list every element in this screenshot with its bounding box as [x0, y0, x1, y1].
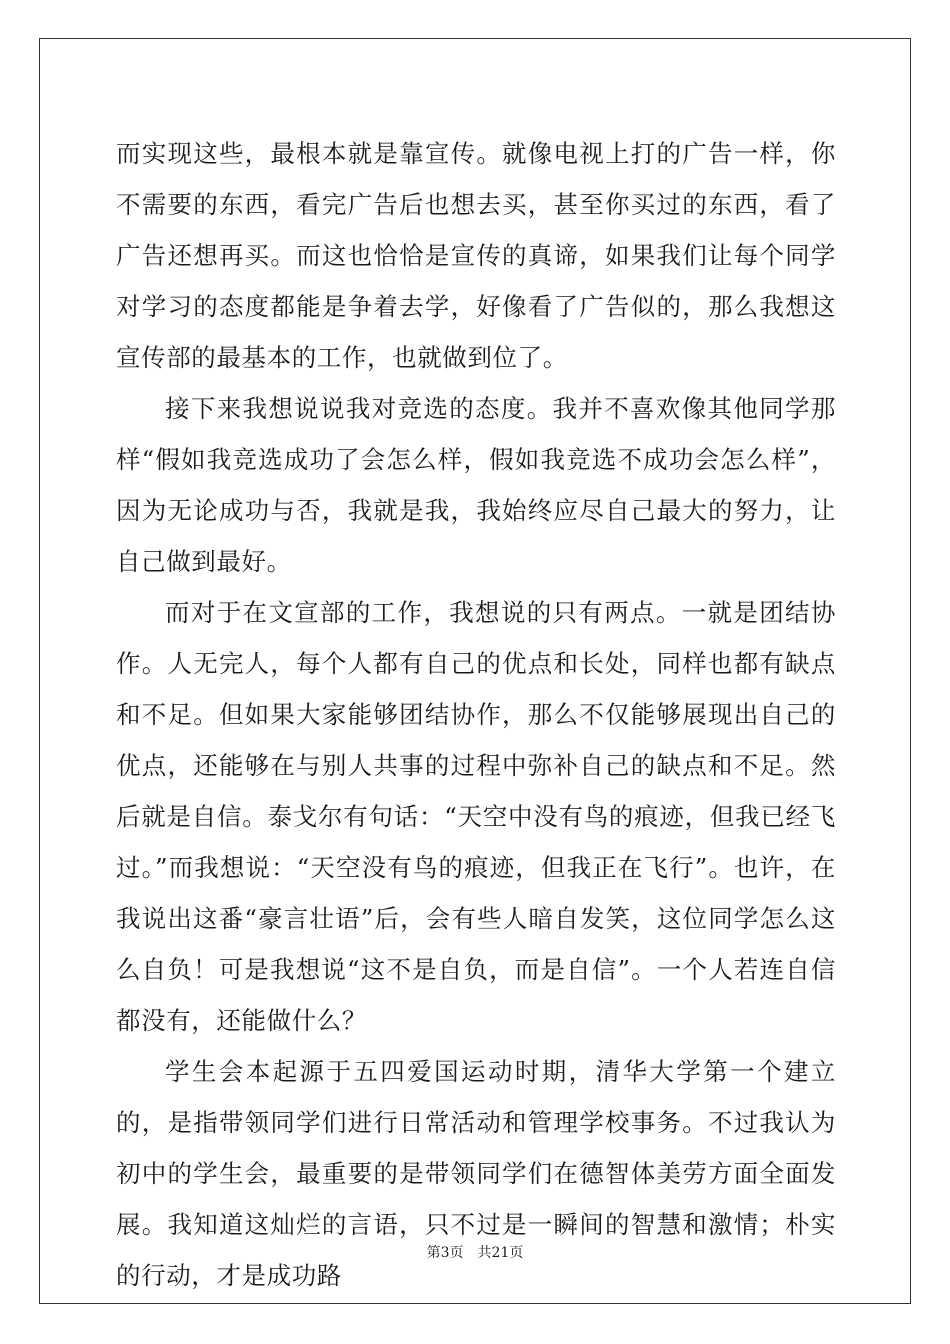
paragraph-1: 而实现这些，最根本就是靠宣传。就像电视上打的广告一样，你不需要的东西，看完广告后也想去买，甚至你买过的东西，看了广告还想再买。而这也恰恰是宣传的真谛，如果我们让每个同学对学习的态度都能是争着去学，好像看了广告似的，那么我想这宣传部的最基本的工作，也就做到位了。	[116, 139, 836, 372]
page-total: 共21页	[477, 1245, 524, 1261]
document-body	[116, 128, 836, 1301]
paragraph-4: 学生会本起源于五四爱国运动时期，清华大学第一个建立的，是指带领同学们进行日常活动和管理学校事务。不过我认为初中的学生会，最重要的是带领同学们在德智体美劳方面全面发展。我知道这灿烂的言语，只不过是一瞬间的智慧和激情；朴实的行动，才是成功路	[116, 1057, 836, 1290]
page-number: 第3页	[426, 1245, 464, 1261]
paragraph-3: 而对于在文宣部的工作，我想说的只有两点。一就是团结协作。人无完人，每个人都有自己的优点和长处，同样也都有缺点和不足。但如果大家能够团结协作，那么不仅能够展现出自己的优点，还能够在与别人共事的过程中弥补自己的缺点和不足。然后就是自信。泰戈尔有句话：“天空中没有鸟的痕迹，但我已经飞过。”而我想说：“天空没有鸟的痕迹，但我正在飞行”。也许，在我说出这番“豪言壮语”后，会有些人暗自发笑，这位同学怎么这么自负！可是我想说“这不是自负，而是自信”。一个人若连自信都没有，还能做什么？	[116, 598, 836, 1035]
paragraph-2: 接下来我想说说我对竞选的态度。我并不喜欢像其他同学那样“假如我竞选成功了会怎么样，假如我竞选不成功会怎么样”，因为无论成功与否，我就是我，我始终应尽自己最大的努力，让自己做到最好。	[116, 394, 836, 576]
page-footer	[0, 1242, 950, 1262]
